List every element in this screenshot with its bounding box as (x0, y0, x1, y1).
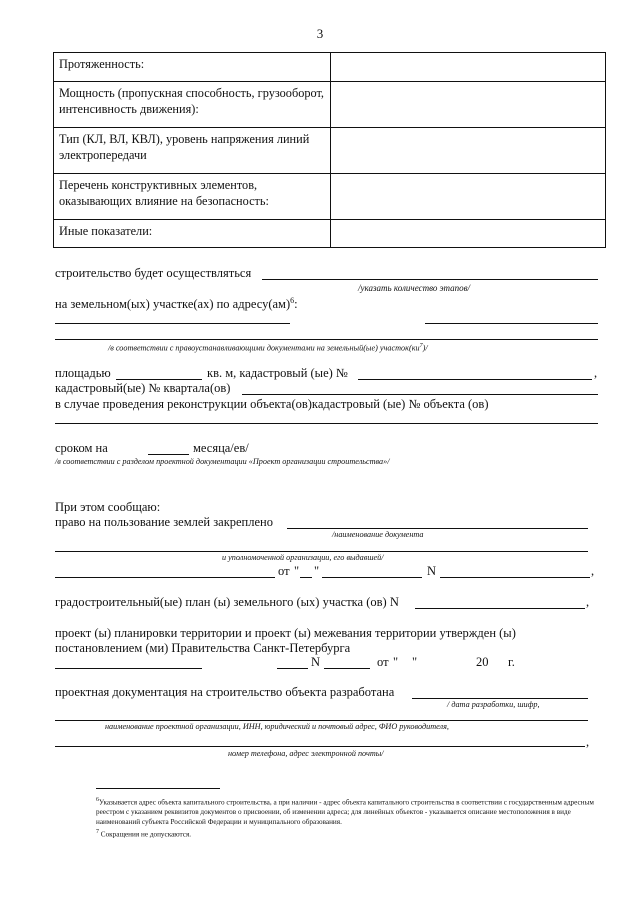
term-hint: /в соответствии с разделом проектной документации «Проект организации строительства»/ (55, 457, 390, 466)
resolution-field[interactable] (55, 668, 202, 669)
org-info-hint: наименование проектной организации, ИНН, юридический и почтовый адрес, ФИО руководителя, (105, 722, 449, 731)
row-value[interactable] (331, 53, 606, 82)
project-docs-field[interactable] (412, 698, 588, 699)
ot-label: от (377, 655, 389, 669)
inform-label: При этом сообщаю: (55, 500, 161, 514)
address-field-3[interactable] (55, 339, 598, 340)
quote-open: " (294, 564, 300, 578)
gpzu-label: градостроительный(ые) план (ы) земельного (ых) участка (ов) N (55, 595, 399, 609)
table-row (54, 174, 606, 220)
parameters-table (53, 52, 606, 248)
land-right-field[interactable] (287, 528, 588, 529)
number-sign: N (427, 564, 437, 578)
docs-hint: /в соответствии с правоустанавливающими документами на земельный(ые) $участок(ки^7)/$ (108, 343, 428, 353)
land-plot-label: на земельном(ых) участке(ах) по адресу(ам)$^6$: (55, 296, 298, 312)
dev-date-hint: / дата разработки, шифр, (447, 700, 540, 709)
project-docs-label: проектная документация на строительство объекта разработана (55, 685, 395, 699)
comma: , (586, 735, 590, 749)
quote-close: " (314, 564, 320, 578)
table-row (54, 82, 606, 128)
phone-hint: номер телефона, адрес электронной почты/ (228, 749, 384, 758)
area-label: площадью (55, 366, 111, 380)
footnote-6: $^6$Указывается адрес объекта капитального строительства, а при наличии - адрес объекта капитального строительства в соответствии с государственным адресным реестром с указанием реквизитов документов о присвоении, об изменении адреса; для линейных объектов - указывается описание местоположения в виде наименований субъекта Российской Федерации и муниципального образования. (96, 797, 594, 827)
org-info-field[interactable] (55, 720, 588, 721)
footnote-7: $^7$ Сокращения не допускаются. (96, 829, 192, 839)
resolution-pre-number[interactable] (277, 668, 308, 669)
reconstruction-label: в случае проведения реконструкции объекта(ов)кадастровый (ые) № объекта (ов) (55, 397, 489, 411)
year-prefix: 20 (476, 655, 489, 669)
ot-label: от (278, 564, 290, 578)
comma: , (594, 366, 598, 380)
gpzu-field[interactable] (415, 608, 585, 609)
resolution-number-field[interactable] (324, 668, 370, 669)
row-label: Протяженность: (54, 53, 331, 82)
comma: , (591, 564, 595, 578)
area-field[interactable] (116, 379, 202, 380)
row-value[interactable] (331, 128, 606, 174)
year-suffix: г. (508, 655, 515, 669)
row-value[interactable] (331, 82, 606, 128)
doc-field[interactable] (55, 551, 588, 552)
term-unit: месяца/ев/ (193, 441, 249, 455)
reconstruction-field[interactable] (55, 423, 598, 424)
doc-name-hint: /наименование документа (332, 530, 424, 539)
day-field[interactable] (300, 577, 312, 578)
row-label: Тип (КЛ, ВЛ, КВЛ), уровень напряжения линий электропередачи (54, 128, 331, 174)
construction-label: строительство будет осуществляться (55, 266, 252, 280)
land-right-label: право на пользование землей закреплено (55, 515, 273, 529)
stages-field[interactable] (262, 279, 598, 280)
row-label: Иные показатели: (54, 220, 331, 248)
planning-label: проект (ы) планировки территории и проект (ы) межевания территории утвержден (ы) (55, 626, 516, 640)
quarter-field[interactable] (242, 394, 598, 395)
row-label: Перечень конструктивных элементов, оказывающих влияние на безопасность: (54, 174, 331, 220)
number-sign: N (311, 655, 321, 669)
stages-hint: /указать количество этапов/ (358, 283, 470, 293)
quote-close: " (412, 655, 418, 669)
address-field-2[interactable] (425, 323, 598, 324)
table-row (54, 128, 606, 174)
number-field[interactable] (440, 577, 590, 578)
table-row (54, 220, 606, 248)
resolution-label: постановлением (ми) Правительства Санкт-Петербурга (55, 641, 351, 655)
org-hint: и уполномоченной организации, его выдавшей/ (222, 553, 384, 562)
row-label: Мощность (пропускная способность, грузооборот, интенсивность движения): (54, 82, 331, 128)
comma: , (586, 595, 590, 609)
org-field[interactable] (55, 577, 275, 578)
page-number: 3 (316, 26, 324, 41)
footnote-separator (96, 788, 220, 789)
row-value[interactable] (331, 174, 606, 220)
row-value[interactable] (331, 220, 606, 248)
cadastral-field[interactable] (358, 379, 592, 380)
contact-field[interactable] (55, 746, 585, 747)
area-unit: кв. м, кадастровый (ые) № (207, 366, 348, 380)
month-field[interactable] (322, 577, 422, 578)
table-row (54, 53, 606, 82)
address-field-1[interactable] (55, 323, 290, 324)
quarter-label: кадастровый(ые) № квартала(ов) (55, 381, 231, 395)
quote-open: " (393, 655, 399, 669)
term-field[interactable] (148, 454, 189, 455)
term-label: сроком на (55, 441, 108, 455)
